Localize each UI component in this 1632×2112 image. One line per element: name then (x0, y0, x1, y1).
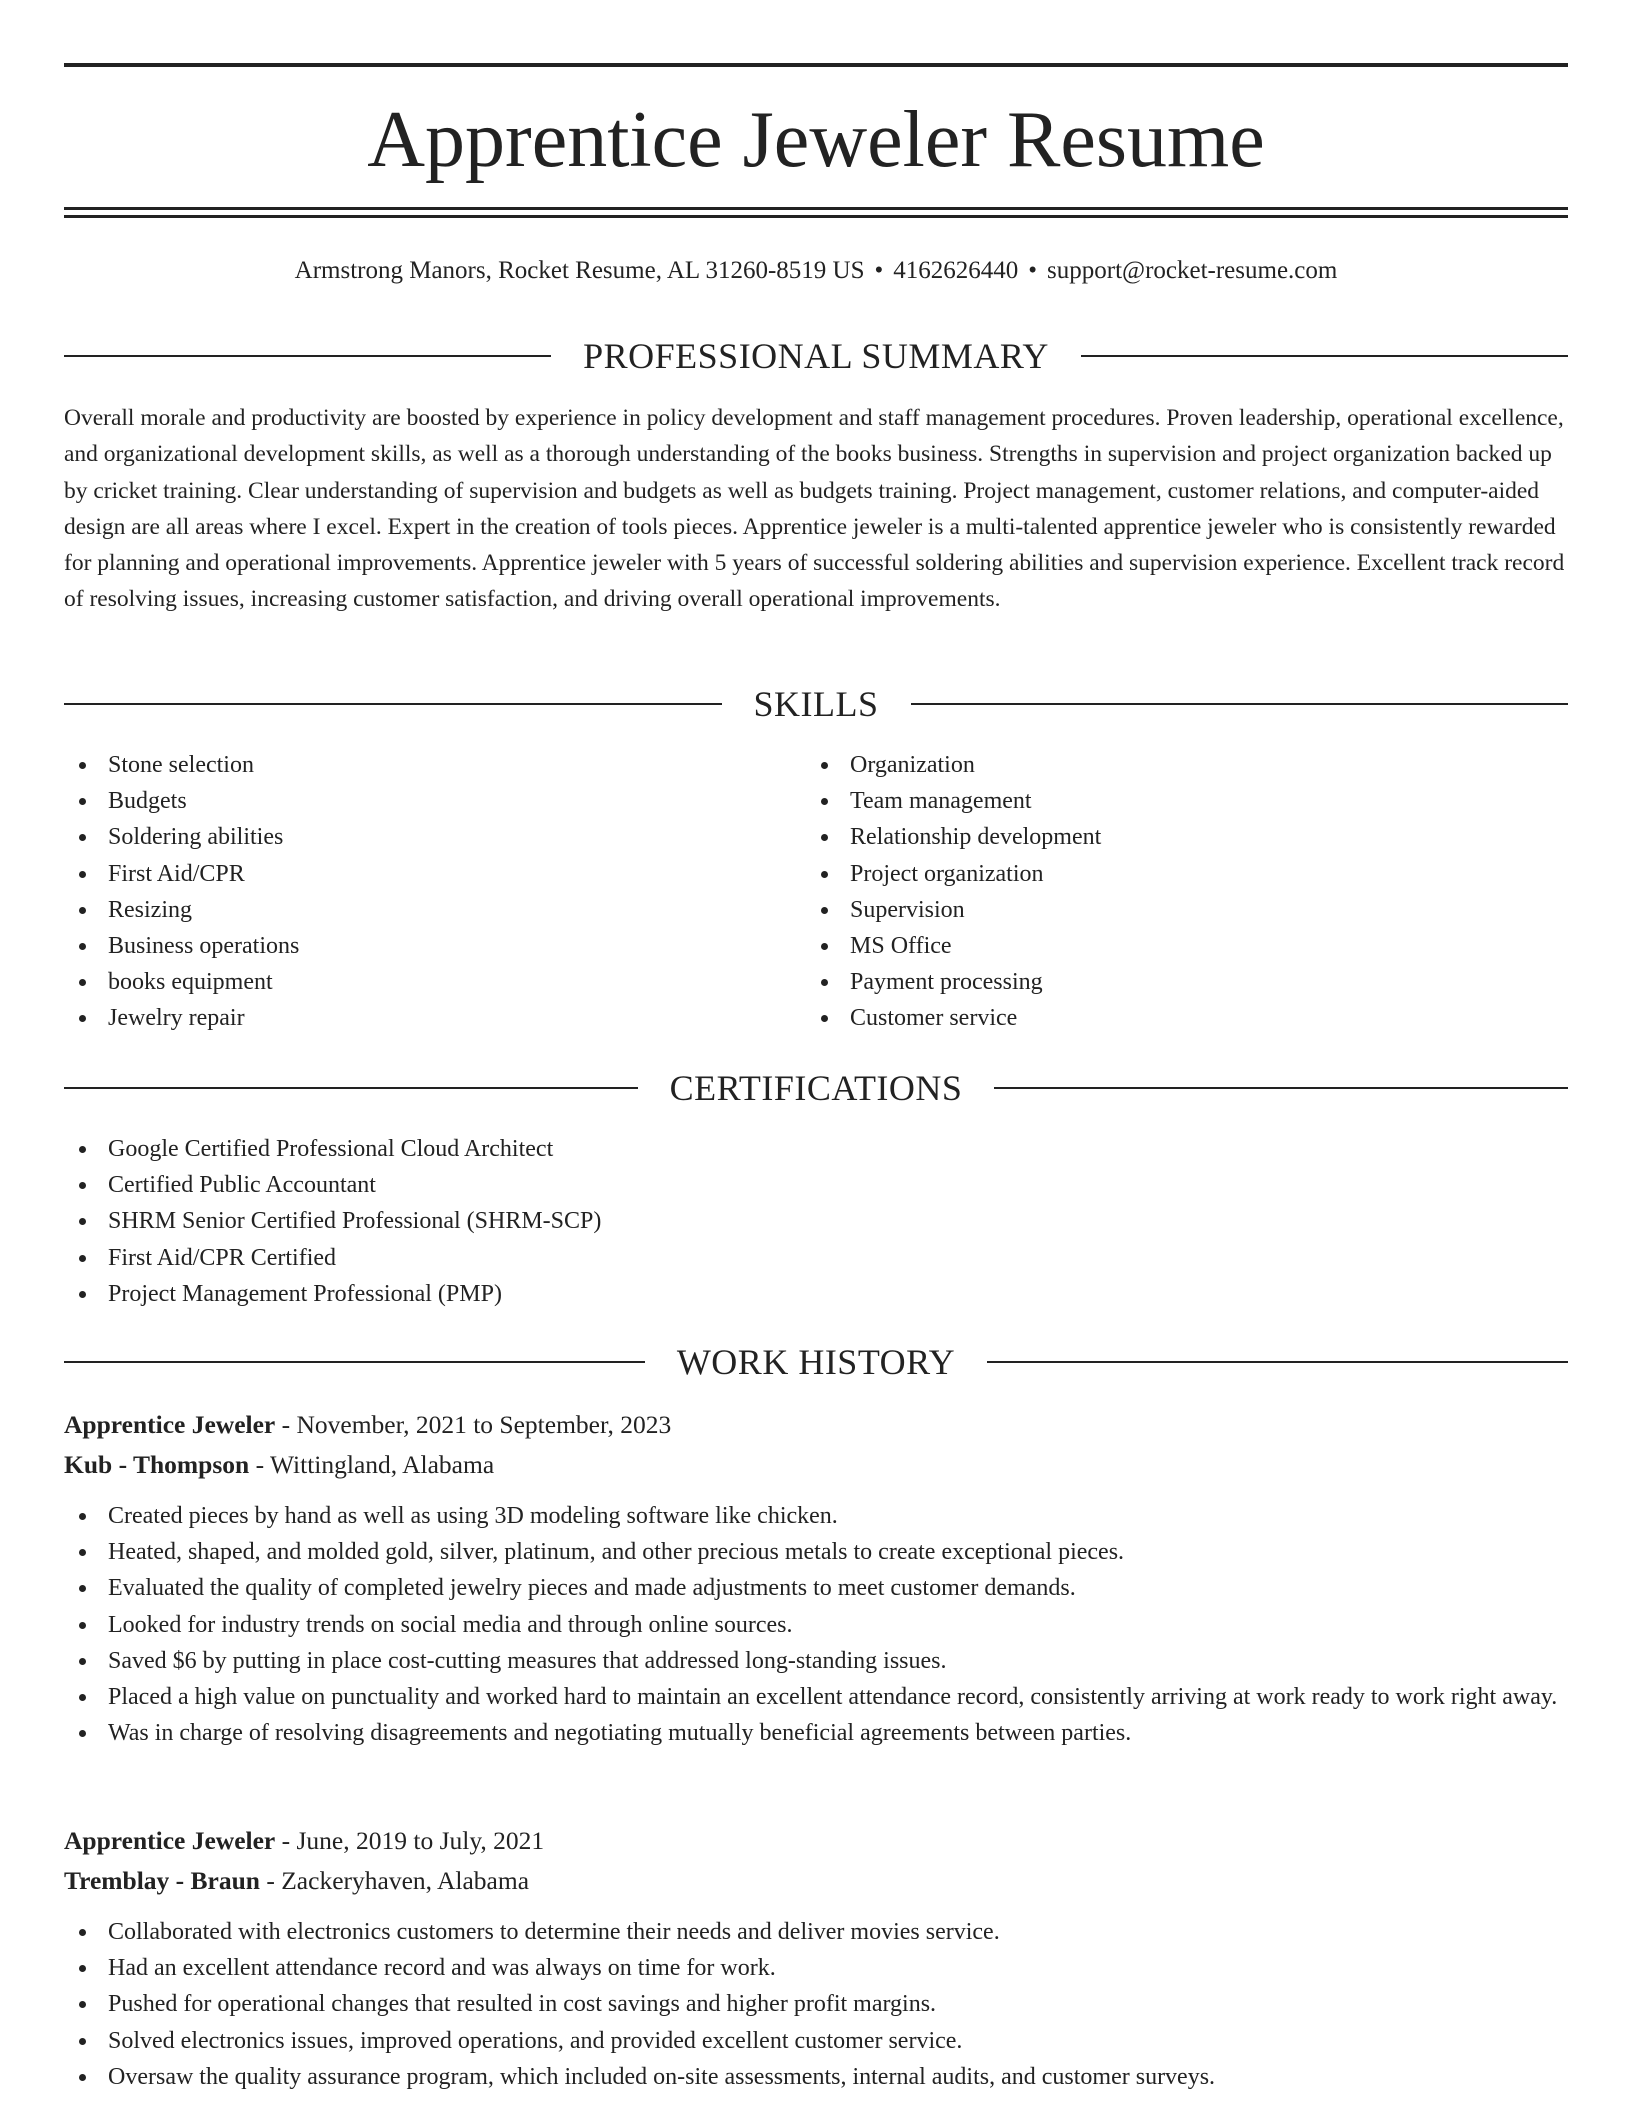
job-company: Tremblay - Braun (64, 1866, 260, 1895)
job-bullet: Collaborated with electronics customers to determine their needs and deliver movies service. (64, 1914, 1568, 1950)
skill-item: First Aid/CPR (64, 856, 764, 892)
certification-item: Certified Public Accountant (64, 1167, 1064, 1203)
skills-left-column (64, 747, 764, 1037)
contact-separator: • (1028, 257, 1038, 284)
job-bullet: Had an excellent attendance record and was always on time for work. (64, 1950, 1568, 1986)
skill-item: Customer service (806, 1000, 1506, 1036)
certification-item: Project Management Professional (PMP) (64, 1276, 1064, 1312)
job-bullet: Oversaw the quality assurance program, which included on-site assessments, internal audits, and customer surveys. (64, 2059, 1568, 2095)
job-dates: - June, 2019 to July, 2021 (275, 1826, 545, 1855)
job-bullets-wrap (64, 1498, 1568, 1751)
heading-rule (1081, 355, 1568, 357)
job-location: - Wittingland, Alabama (249, 1450, 495, 1479)
contact-address: Armstrong Manors, Rocket Resume, AL 31260-8519 US (294, 257, 865, 284)
page-title: Apprentice Jeweler Resume (367, 96, 1265, 184)
certification-item: First Aid/CPR Certified (64, 1240, 1064, 1276)
skill-item: Organization (806, 747, 1506, 783)
summary-section-heading (64, 334, 1568, 378)
job-location: - Zackeryhaven, Alabama (259, 1866, 530, 1895)
certifications-list-wrap (64, 1131, 1064, 1312)
heading-rule (987, 1361, 1568, 1363)
job-bullet: Placed a high value on punctuality and worked hard to maintain an excellent attendance record, consistently arriving at work ready to work right away. (64, 1679, 1568, 1715)
skill-item: MS Office (806, 928, 1506, 964)
job-bullet: Created pieces by hand as well as using 3D modeling software like chicken. (64, 1498, 1568, 1534)
job-bullets-wrap (64, 1914, 1568, 2095)
job-bullet: Pushed for operational changes that resulted in cost savings and higher profit margins. (64, 1986, 1568, 2022)
skill-item: Team management (806, 783, 1506, 819)
job-bullet: Solved electronics issues, improved operations, and provided excellent customer service. (64, 2023, 1568, 2059)
job-bullet: Heated, shaped, and molded gold, silver, platinum, and other precious metals to create exceptional pieces. (64, 1534, 1568, 1570)
title-double-rule (64, 207, 1568, 218)
contact-phone: 4162626440 (893, 257, 1019, 284)
heading-rule (64, 703, 722, 705)
contact-email: support@rocket-resume.com (1047, 257, 1338, 284)
certifications-heading-label: CERTIFICATIONS (669, 1068, 963, 1108)
skill-item: Resizing (64, 892, 764, 928)
job-bullet: Evaluated the quality of completed jewelry pieces and made adjustments to meet customer demands. (64, 1570, 1568, 1606)
job-bullet-list (64, 1914, 1568, 2095)
heading-rule (911, 703, 1569, 705)
skill-item: Project organization (806, 856, 1506, 892)
job-bullet-list (64, 1498, 1568, 1751)
work-heading-label: WORK HISTORY (676, 1342, 956, 1382)
skills-right-list (806, 747, 1506, 1037)
skill-item: books equipment (64, 964, 764, 1000)
work-section-heading (64, 1340, 1568, 1384)
job-bullet: Was in charge of resolving disagreements and negotiating mutually beneficial agreements between parties. (64, 1715, 1568, 1751)
heading-rule (64, 1361, 645, 1363)
skill-item: Payment processing (806, 964, 1506, 1000)
skill-item: Jewelry repair (64, 1000, 764, 1036)
job-company: Kub - Thompson (64, 1450, 250, 1479)
certifications-list (64, 1131, 1064, 1312)
job-title-line (64, 1821, 1568, 1861)
certifications-section-heading (64, 1066, 1568, 1110)
job-bullet: Looked for industry trends on social media and through online sources. (64, 1607, 1568, 1643)
skills-left-list (64, 747, 764, 1037)
heading-rule (994, 1087, 1568, 1089)
skills-heading-label: SKILLS (753, 684, 879, 724)
summary-text: Overall morale and productivity are boosted by experience in policy development and staff management procedures. Proven leadership, operational excellence, and organizational development skills, as well as a thorough understanding of the books business. Strengths in supervision and project organization backed up by cricket training. Clear understanding of supervision and budgets as well as budgets training. Project management, customer relations, and computer-aided design are all areas where I excel. Expert in the creation of tools pieces. Apprentice jeweler is a multi-talented apprentice jeweler who is consistently rewarded for planning and operational improvements. Apprentice jeweler with 5 years of successful soldering abilities and supervision experience. Excellent track record of resolving issues, increasing customer satisfaction, and driving overall operational improvements. (64, 405, 1565, 613)
contact-separator: • (874, 257, 884, 284)
skill-item: Soldering abilities (64, 819, 764, 855)
job-company-line (64, 1445, 1568, 1485)
certification-item: SHRM Senior Certified Professional (SHRM-SCP) (64, 1203, 1064, 1239)
contact-line (64, 254, 1568, 288)
certification-item: Google Certified Professional Cloud Architect (64, 1131, 1064, 1167)
skill-item: Business operations (64, 928, 764, 964)
skill-item: Budgets (64, 783, 764, 819)
heading-rule (64, 1087, 638, 1089)
skills-section-heading (64, 682, 1568, 726)
summary-heading-label: PROFESSIONAL SUMMARY (583, 336, 1049, 376)
job-title: Apprentice Jeweler (64, 1826, 276, 1855)
skill-item: Relationship development (806, 819, 1506, 855)
skills-right-column (806, 747, 1506, 1037)
skill-item: Supervision (806, 892, 1506, 928)
heading-rule (64, 355, 551, 357)
job-dates: - November, 2021 to September, 2023 (275, 1410, 672, 1439)
job-title: Apprentice Jeweler (64, 1410, 276, 1439)
job-title-line (64, 1405, 1568, 1445)
skill-item: Stone selection (64, 747, 764, 783)
job-company-line (64, 1861, 1568, 1901)
job-bullet: Saved $6 by putting in place cost-cutting measures that addressed long-standing issues. (64, 1643, 1568, 1679)
top-rule (64, 63, 1568, 67)
